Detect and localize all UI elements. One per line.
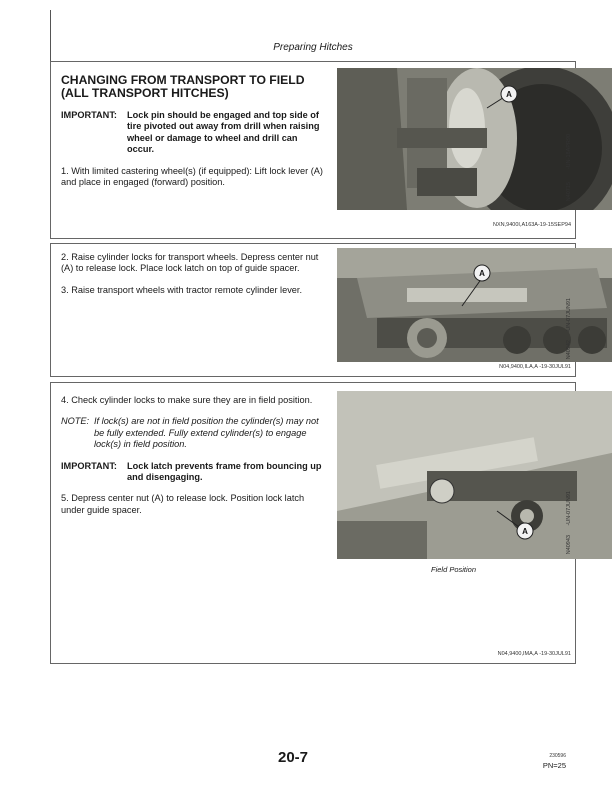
section-heading: CHANGING FROM TRANSPORT TO FIELD (ALL TRANSPORT HITCHES) <box>61 73 305 100</box>
field-position-illustration <box>337 391 612 559</box>
side-code: N40715 <box>566 182 572 202</box>
page-header: Preparing Hitches <box>273 42 353 53</box>
note-label: NOTE: <box>61 416 90 427</box>
side-code: -UN-18APR90 <box>566 134 572 170</box>
pn-label: PN=25 <box>542 761 566 770</box>
figure-reference: N04,9400,IMA,A -19-30JUL91 <box>497 651 571 657</box>
figure-reference: N04,9400,ILA,A -19-30JUL91 <box>499 364 571 370</box>
callout-label: A <box>506 90 512 99</box>
important-text: Lock pin should be engaged and top side of tire pivoted out away from drill when raising wheel or damage to wheel and drill can occur. <box>127 110 320 155</box>
step-2: 2. Raise cylinder locks for transport wheels. Depress center nut (A) to release lock. Place lock latch on top of guide spacer. <box>61 252 319 274</box>
important-notice <box>61 110 325 156</box>
page-number: 20-7 <box>278 749 309 766</box>
side-code: -UN-07JUN91 <box>566 491 572 526</box>
side-code: -UN-07JUN91 <box>566 298 572 333</box>
callout-label: A <box>479 269 485 278</box>
section1-text <box>61 74 325 198</box>
section2-text <box>61 252 325 306</box>
note-text: If lock(s) are not in field position the cylinder(s) may not be fully extended. Fully extend cylinder(s) to engage lock(s) in field position. <box>94 416 319 450</box>
important-label: IMPORTANT: <box>61 110 117 120</box>
section-check-locks <box>50 382 576 664</box>
step-4: 4. Check cylinder locks to make sure they are in field position. <box>61 395 313 405</box>
section3-text <box>61 395 325 526</box>
figure-caption: Field Position <box>431 565 477 574</box>
doc-code: 230596 <box>549 753 566 759</box>
side-code: N40943 <box>566 535 572 555</box>
step-3: 3. Raise transport wheels with tractor remote cylinder lever. <box>61 284 303 295</box>
important-notice <box>61 461 325 484</box>
section-raise-locks <box>50 243 576 377</box>
important-text: Lock latch prevents frame from bouncing up and disengaging. <box>127 460 322 483</box>
section-transport-to-field <box>50 61 576 239</box>
field-position-photo <box>337 391 612 559</box>
figure-reference: NXN,9400I,A163A-19-15SEP94 <box>493 222 571 228</box>
step-1: 1. With limited castering wheel(s) (if equipped): Lift lock lever (A) and place in engaged (forward) position. <box>61 165 323 188</box>
side-code: N40942 <box>566 340 572 360</box>
margin-rule <box>50 10 51 62</box>
important-label: IMPORTANT: <box>61 460 117 471</box>
note <box>61 416 325 450</box>
step-5: 5. Depress center nut (A) to release lock. Position lock latch under guide spacer. <box>61 493 305 515</box>
callout-label: A <box>522 527 528 536</box>
